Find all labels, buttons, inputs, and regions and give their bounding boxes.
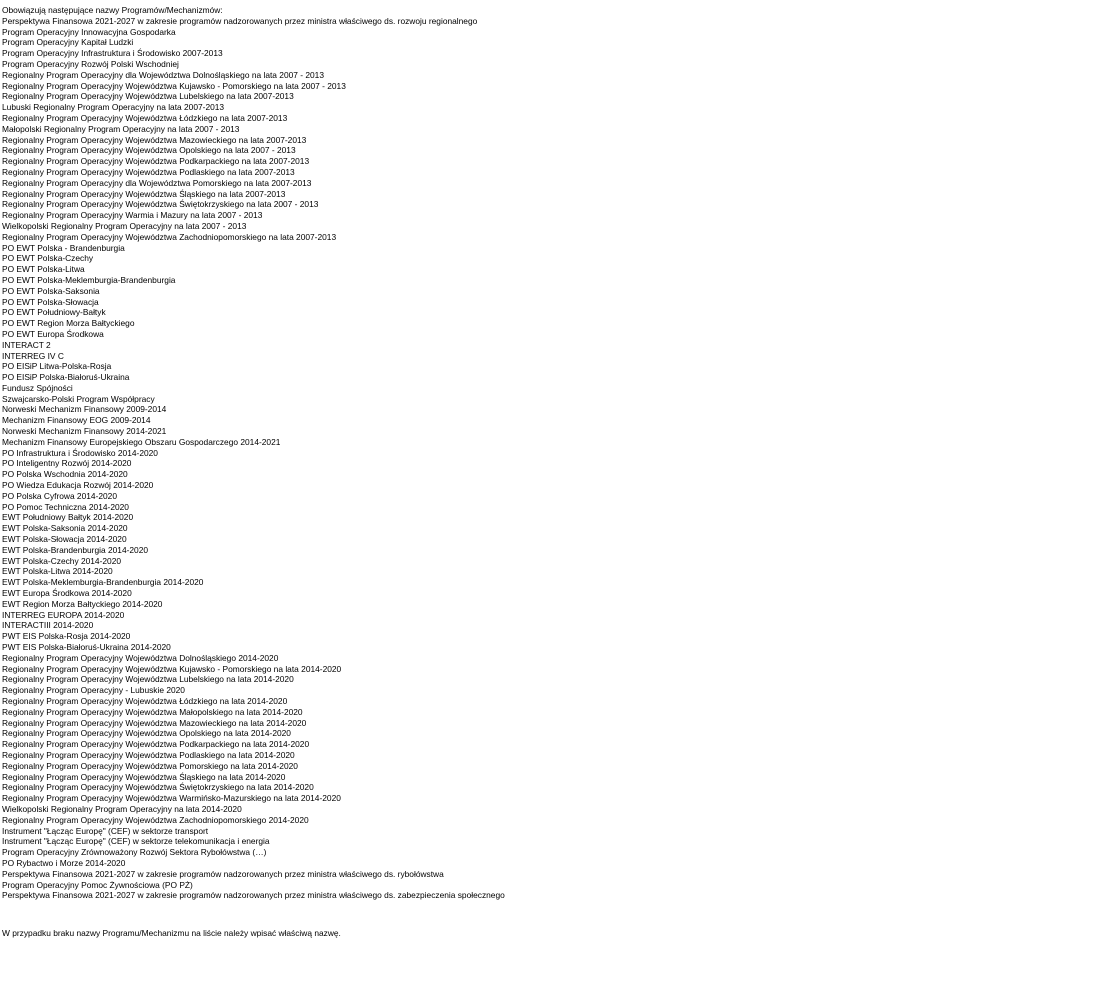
list-item: PO EWT Polska-Meklemburgia-Brandenburgia [2, 274, 176, 285]
list-item: Regionalny Program Operacyjny Województwa Opolskiego na lata 2014-2020 [2, 728, 291, 739]
list-item: Regionalny Program Operacyjny Województwa Zachodniopomorskiego na lata 2007-2013 [2, 231, 337, 242]
list-item: Regionalny Program Operacyjny Województwa Podkarpackiego na lata 2007-2013 [2, 156, 310, 167]
list-item: PO EISiP Polska-Białoruś-Ukraina [2, 372, 130, 383]
list-item: Regionalny Program Operacyjny Województwa Pomorskiego na lata 2014-2020 [2, 760, 298, 771]
footnote-text: W przypadku braku nazwy Programu/Mechanizmu na liście należy wpisać właściwą nazwę. [2, 928, 341, 939]
list-item: Regionalny Program Operacyjny Województwa Podlaskiego na lata 2014-2020 [2, 749, 295, 760]
list-item: Mechanizm Finansowy Europejskiego Obszaru Gospodarczego 2014-2021 [2, 436, 281, 447]
list-item: Regionalny Program Operacyjny Województwa Śląskiego na lata 2007-2013 [2, 188, 286, 199]
list-item: Program Operacyjny Innowacyjna Gospodarka [2, 26, 176, 37]
list-item: Regionalny Program Operacyjny Województwa Kujawsko - Pomorskiego na lata 2014-2020 [2, 663, 342, 674]
list-item: PO Inteligentny Rozwój 2014-2020 [2, 458, 132, 469]
program-list-sheet [2, 5, 1116, 939]
list-item: Fundusz Spójności [2, 382, 73, 393]
list-item: EWT Polska-Meklemburgia-Brandenburgia 2014-2020 [2, 577, 204, 588]
list-item: Program Operacyjny Pomoc Żywnościowa (PO PŻ) [2, 879, 193, 890]
list-item: Wielkopolski Regionalny Program Operacyjny na lata 2007 - 2013 [2, 220, 247, 231]
list-item: PO Rybactwo i Morze 2014-2020 [2, 857, 126, 868]
list-item: Regionalny Program Operacyjny Województwa Warmińsko-Mazurskiego na lata 2014-2020 [2, 793, 341, 804]
list-item: Regionalny Program Operacyjny Województwa Kujawsko - Pomorskiego na lata 2007 - 2013 [2, 80, 346, 91]
list-heading: Obowiązują następujące nazwy Programów/Mechanizmów: [2, 5, 223, 15]
list-item: PO EWT Polska-Saksonia [2, 285, 100, 296]
list-item: Lubuski Regionalny Program Operacyjny na lata 2007-2013 [2, 102, 225, 113]
list-item: PO Infrastruktura i Środowisko 2014-2020 [2, 447, 158, 458]
list-item: EWT Polska-Słowacja 2014-2020 [2, 534, 127, 545]
list-item: INTERACT 2 [2, 339, 51, 350]
list-item: Regionalny Program Operacyjny - Lubuskie 2020 [2, 685, 185, 696]
list-item: Regionalny Program Operacyjny Warmia i Mazury na lata 2007 - 2013 [2, 210, 263, 221]
list-item: PO EWT Europa Środkowa [2, 328, 104, 339]
list-item: Perspektywa Finansowa 2021-2027 w zakresie programów nadzorowanych przez ministra właściwego ds. rozwoju regionalnego [2, 15, 478, 26]
list-item: INTERREG IV C [2, 350, 64, 361]
list-item: Program Operacyjny Kapitał Ludzki [2, 37, 134, 48]
list-item: Regionalny Program Operacyjny Województwa Zachodniopomorskiego 2014-2020 [2, 814, 309, 825]
list-item: PWT EIS Polska-Białoruś-Ukraina 2014-2020 [2, 642, 171, 653]
list-item: PO EWT Polska-Słowacja [2, 296, 99, 307]
list-item: Regionalny Program Operacyjny dla Województwa Dolnośląskiego na lata 2007 - 2013 [2, 69, 324, 80]
list-item: EWT Polska-Saksonia 2014-2020 [2, 523, 128, 534]
list-item: Regionalny Program Operacyjny Województwa Podkarpackiego na lata 2014-2020 [2, 739, 310, 750]
list-item: EWT Południowy Bałtyk 2014-2020 [2, 512, 134, 523]
list-item: PO Polska Wschodnia 2014-2020 [2, 469, 128, 480]
list-item: PO EWT Południowy-Bałtyk [2, 307, 106, 318]
list-item: Regionalny Program Operacyjny Województwa Podlaskiego na lata 2007-2013 [2, 166, 295, 177]
list-item: PO EWT Polska - Brandenburgia [2, 242, 125, 253]
list-item: Instrument "Łącząc Europę" (CEF) w sektorze telekomunikacja i energia [2, 836, 270, 847]
list-item: PO Pomoc Techniczna 2014-2020 [2, 501, 129, 512]
list-item: EWT Polska-Litwa 2014-2020 [2, 566, 113, 577]
list-item: PO Polska Cyfrowa 2014-2020 [2, 490, 117, 501]
blank-spacer [2, 901, 1116, 928]
list-item: Program Operacyjny Infrastruktura i Środowisko 2007-2013 [2, 48, 223, 59]
list-item: PWT EIS Polska-Rosja 2014-2020 [2, 631, 131, 642]
list-item: Regionalny Program Operacyjny Województwa Łódzkiego na lata 2014-2020 [2, 696, 288, 706]
list-item: Regionalny Program Operacyjny Województwa Śląskiego na lata 2014-2020 [2, 771, 286, 782]
list-item: Program Operacyjny Rozwój Polski Wschodniej [2, 58, 179, 69]
list-item: PO EISiP Litwa-Polska-Rosja [2, 361, 112, 372]
list-item: Regionalny Program Operacyjny Województwa Mazowieckiego na lata 2007-2013 [2, 134, 307, 145]
list-item: Instrument "Łącząc Europę" (CEF) w sektorze transport [2, 825, 209, 836]
program-list [2, 16, 1116, 901]
list-item: Szwajcarsko-Polski Program Współpracy [2, 393, 155, 404]
list-item: Wielkopolski Regionalny Program Operacyjny na lata 2014-2020 [2, 803, 242, 814]
list-item: PO EWT Polska-Litwa [2, 264, 85, 275]
list-item: EWT Region Morza Bałtyckiego 2014-2020 [2, 598, 163, 609]
list-item: Regionalny Program Operacyjny Województwa Łódzkiego na lata 2007-2013 [2, 112, 288, 123]
list-item: Mechanizm Finansowy EOG 2009-2014 [2, 415, 151, 426]
list-item: PO EWT Polska-Czechy [2, 253, 94, 264]
list-item: Perspektywa Finansowa 2021-2027 w zakresie programów nadzorowanych przez ministra właściwego ds. rybołówstwa [2, 868, 444, 879]
list-item: Regionalny Program Operacyjny Województwa Lubelskiego na lata 2014-2020 [2, 674, 294, 685]
list-item: INTERREG EUROPA 2014-2020 [2, 609, 125, 620]
list-item: Regionalny Program Operacyjny Województwa Lubelskiego na lata 2007-2013 [2, 91, 294, 102]
list-item: EWT Europa Środkowa 2014-2020 [2, 588, 132, 599]
list-item: Regionalny Program Operacyjny Województwa Świętokrzyskiego na lata 2014-2020 [2, 782, 314, 793]
list-item: Regionalny Program Operacyjny Województwa Małopolskiego na lata 2014-2020 [2, 706, 303, 717]
list-item: Regionalny Program Operacyjny Województwa Mazowieckiego na lata 2014-2020 [2, 717, 307, 728]
list-item: INTERACTIII 2014-2020 [2, 620, 94, 631]
list-item: Regionalny Program Operacyjny dla Województwa Pomorskiego na lata 2007-2013 [2, 177, 312, 188]
list-item: Regionalny Program Operacyjny Województwa Świętokrzyskiego na lata 2007 - 2013 [2, 199, 319, 210]
list-item: PO Wiedza Edukacja Rozwój 2014-2020 [2, 480, 154, 491]
list-item: Program Operacyjny Zrównoważony Rozwój Sektora Rybołówstwa (…) [2, 847, 267, 858]
list-item: Norweski Mechanizm Finansowy 2009-2014 [2, 404, 167, 415]
list-item: EWT Polska-Czechy 2014-2020 [2, 555, 122, 566]
list-item: PO EWT Region Morza Bałtyckiego [2, 318, 135, 329]
list-item: Norweski Mechanizm Finansowy 2014-2021 [2, 426, 167, 437]
list-item: Regionalny Program Operacyjny Województwa Opolskiego na lata 2007 - 2013 [2, 145, 296, 156]
list-item: Małopolski Regionalny Program Operacyjny na lata 2007 - 2013 [2, 123, 240, 134]
list-item: EWT Polska-Brandenburgia 2014-2020 [2, 544, 149, 555]
list-item: Regionalny Program Operacyjny Województwa Dolnośląskiego 2014-2020 [2, 652, 279, 663]
list-item: Perspektywa Finansowa 2021-2027 w zakresie programów nadzorowanych przez ministra właściwego ds. zabezpieczenia społecznego [2, 890, 505, 901]
